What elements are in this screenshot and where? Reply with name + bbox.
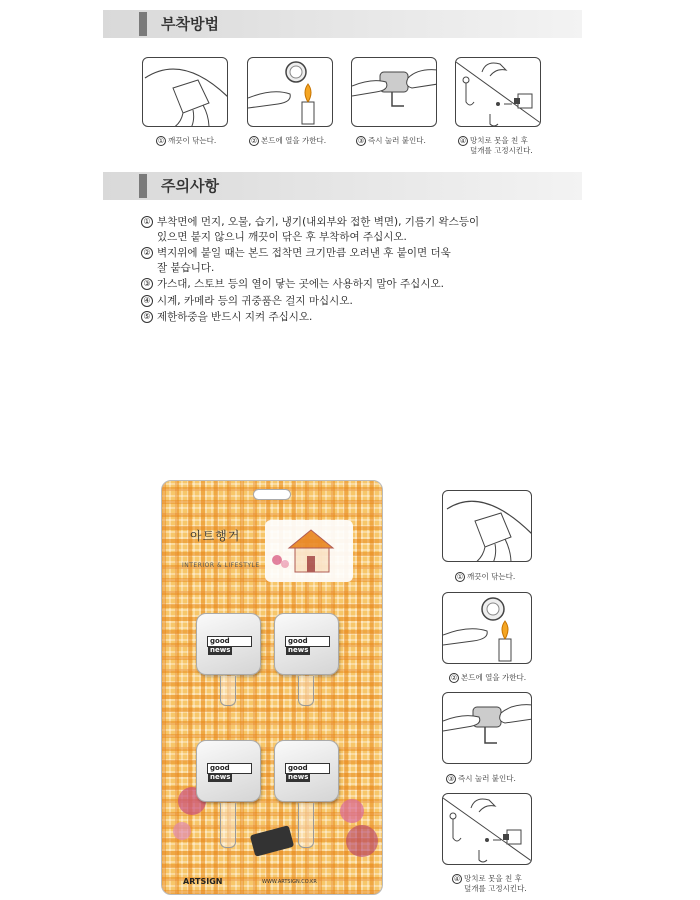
vstep-1-caption: ① 깨끗이 닦는다.: [456, 572, 516, 581]
package-subtitle: INTERIOR & LIFESTYLE: [182, 562, 260, 569]
section-title: 부착방법: [161, 15, 219, 33]
section-header-attach: [103, 10, 582, 38]
caution-item: ④ 시계, 카메라 등의 귀중품은 걸지 마십시오.: [141, 294, 571, 309]
step-number: ②: [250, 137, 258, 145]
heating-glue-icon: [248, 58, 333, 127]
hook-wire: [298, 676, 314, 706]
section-title: 주의사항: [161, 177, 219, 195]
goodnews-logo: goodnews: [285, 636, 330, 647]
vstep-3-illustration: [442, 692, 532, 764]
wiping-hand-icon: [443, 491, 532, 562]
hook-wire: [298, 803, 314, 848]
caution-item: ⑤ 제한하중을 반드시 지켜 주십시오.: [141, 310, 571, 325]
pressing-hook-icon: [443, 693, 532, 764]
step-number: ①: [157, 137, 165, 145]
step-number: ③: [357, 137, 365, 145]
maker-logo: ARTSIGN: [183, 877, 223, 886]
maker-url: WWW.ARTSIGN.CO.KR: [262, 879, 317, 885]
goodnews-logo: goodnews: [285, 763, 330, 774]
package-brand: 아트행거: [190, 529, 241, 543]
step-4-illustration: [455, 57, 541, 127]
header-marker: [139, 174, 147, 198]
vstep-3-caption: ③ 즉시 눌러 붙인다.: [447, 774, 516, 783]
caution-item: ② 벽지위에 붙일 때는 본드 접착면 크기만큼 오려낸 후 붙이면 더욱 잘 붙습니다.: [141, 246, 571, 275]
step-3-caption: ③ 즉시 눌러 붙인다.: [357, 136, 426, 145]
hook-product: [274, 613, 339, 675]
hook-product: [274, 740, 339, 802]
step-4-caption: ④ 망치로 못을 친 후 덮개를 고정시킨다.: [459, 136, 533, 155]
caution-item: ① 부착면에 먼지, 오물, 습기, 냉기(내외부와 접한 벽면), 기름기 왁스등이 있으면 붙지 않으니 깨끗이 닦은 후 부착하여 주십시오.: [141, 215, 571, 244]
vstep-1-illustration: [442, 490, 532, 562]
header-marker: [139, 12, 147, 36]
step-1-caption: ① 깨끗이 닦는다.: [157, 136, 217, 145]
step-3-illustration: [351, 57, 437, 127]
caution-list: [141, 215, 571, 327]
hammer-nail-icon: [443, 794, 532, 865]
section-header-caution: [103, 172, 582, 200]
goodnews-logo: goodnews: [207, 763, 252, 774]
goodnews-logo: goodnews: [207, 636, 252, 647]
house-icon: [265, 520, 353, 582]
hook-product: [196, 613, 261, 675]
step-number: ④: [459, 137, 467, 145]
hook-product: [196, 740, 261, 802]
vstep-2-illustration: [442, 592, 532, 664]
hammer-nail-icon: [456, 58, 541, 127]
vstep-4-caption: ④ 망치로 못을 친 후 덮개를 고정시킨다.: [453, 874, 527, 893]
vstep-2-caption: ② 본드에 열을 가한다.: [450, 673, 527, 682]
vstep-4-illustration: [442, 793, 532, 865]
hook-wire: [220, 676, 236, 706]
step-2-illustration: [247, 57, 333, 127]
pressing-hook-icon: [352, 58, 437, 127]
wiping-hand-icon: [143, 58, 228, 127]
caution-item: ③ 가스대, 스토브 등의 열이 닿는 곳에는 사용하지 말아 주십시오.: [141, 277, 571, 292]
heating-glue-icon: [443, 593, 532, 664]
step-2-caption: ② 본드에 열을 가한다.: [250, 136, 327, 145]
hook-wire: [220, 803, 236, 848]
step-1-illustration: [142, 57, 228, 127]
